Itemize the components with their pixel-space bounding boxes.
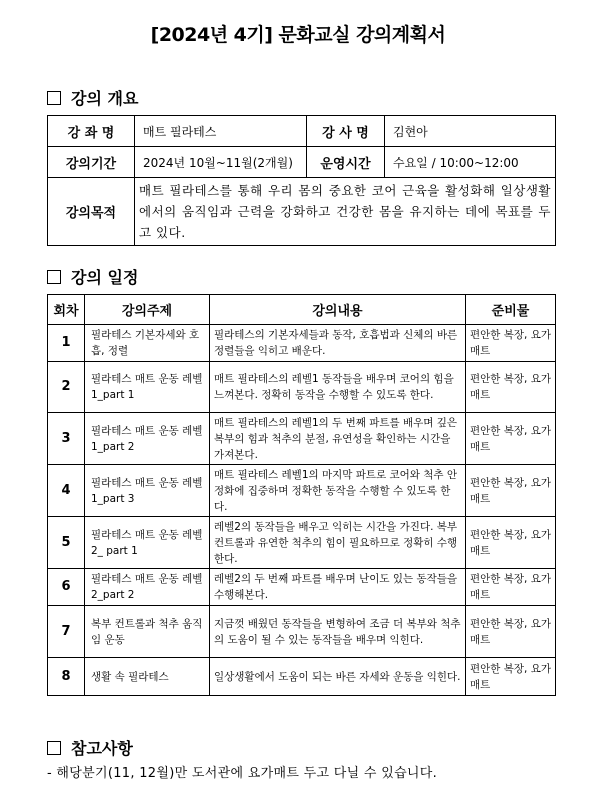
header-session: 회차 — [48, 295, 85, 325]
session-content: 매트 필라테스의 레벨1의 두 번째 파트를 배우며 깊은 복부의 힘과 척추의 분절, 유연성을 확인하는 시간을 가져본다. — [210, 413, 466, 465]
session-content: 지금껏 배웠던 동작들을 변형하여 조금 더 복부와 척추의 도움이 될 수 있는 동작들을 배우며 익힌다. — [210, 606, 466, 658]
section-heading-schedule — [47, 265, 138, 288]
note-item: - 해당분기(11, 12월)만 도서관에 요가매트 두고 다닐 수 있습니다. — [47, 766, 438, 781]
session-number: 5 — [48, 517, 85, 569]
session-topic: 필라테스 매트 운동 레벨 2_part 2 — [85, 569, 210, 606]
session-content: 일상생활에서 도움이 되는 바른 자세와 운동을 익힌다. — [210, 658, 466, 696]
section-heading-overview — [47, 86, 138, 109]
session-topic: 복부 컨트롤과 척추 움직임 운동 — [85, 606, 210, 658]
session-prep: 편안한 복장, 요가매트 — [466, 517, 556, 569]
course-label: 강 좌 명 — [48, 116, 135, 147]
table-row — [48, 658, 556, 696]
session-number: 6 — [48, 569, 85, 606]
session-number: 2 — [48, 362, 85, 413]
session-prep: 편안한 복장, 요가매트 — [466, 413, 556, 465]
table-row — [48, 325, 556, 362]
session-prep: 편안한 복장, 요가매트 — [466, 658, 556, 696]
time-label: 운영시간 — [307, 147, 385, 178]
table-row — [48, 362, 556, 413]
header-topic: 강의주제 — [85, 295, 210, 325]
session-prep: 편안한 복장, 요가매트 — [466, 465, 556, 517]
section-heading-overview-text: 강의 개요 — [71, 89, 139, 108]
session-topic: 생활 속 필라테스 — [85, 658, 210, 696]
session-content: 매트 필라테스의 레벨1 동작들을 배우며 코어의 힘을 느껴본다. 정확히 동작을 수행할 수 있도록 한다. — [210, 362, 466, 413]
section-heading-notes-text: 참고사항 — [71, 739, 133, 758]
session-content: 필라테스의 기본자세들과 동작, 호흡법과 신체의 바른 정렬들을 익히고 배운다. — [210, 325, 466, 362]
session-number: 3 — [48, 413, 85, 465]
session-number: 8 — [48, 658, 85, 696]
session-number: 7 — [48, 606, 85, 658]
session-prep: 편안한 복장, 요가매트 — [466, 362, 556, 413]
period-label: 강의기간 — [48, 147, 135, 178]
section-heading-schedule-text: 강의 일정 — [71, 268, 139, 287]
session-number: 1 — [48, 325, 85, 362]
table-row — [48, 606, 556, 658]
session-content: 레벨2의 동작들을 배우고 익히는 시간을 가진다. 복부 컨트롤과 유연한 척추의 힘이 필요하므로 정확히 수행한다. — [210, 517, 466, 569]
session-topic: 필라테스 매트 운동 레벨 1_part 1 — [85, 362, 210, 413]
document-title: [2024년 4기] 문화교실 강의계획서 — [150, 24, 446, 46]
session-prep: 편안한 복장, 요가매트 — [466, 569, 556, 606]
header-content: 강의내용 — [210, 295, 466, 325]
checkbox-square-icon — [47, 91, 61, 105]
period-value: 2024년 10월~11월(2개월) — [135, 147, 307, 178]
schedule-table — [47, 294, 556, 696]
purpose-value: 매트 필라테스를 통해 우리 몸의 중요한 코어 근육을 활성화해 일상생활에서의 움직임과 근력을 강화하고 건강한 몸을 유지하는 데에 목표를 두고 있다. — [135, 178, 556, 246]
instructor-label: 강 사 명 — [307, 116, 385, 147]
table-row — [48, 465, 556, 517]
overview-table — [47, 115, 556, 246]
session-topic: 필라테스 매트 운동 레벨 1_part 2 — [85, 413, 210, 465]
session-topic: 필라테스 매트 운동 레벨 1_part 3 — [85, 465, 210, 517]
table-row — [48, 569, 556, 606]
session-prep: 편안한 복장, 요가매트 — [466, 606, 556, 658]
time-value: 수요일 / 10:00~12:00 — [385, 147, 556, 178]
session-content: 매트 필라테스 레벨1의 마지막 파트로 코어와 척추 안정화에 집중하며 정확한 동작을 수행할 수 있도록 한다. — [210, 465, 466, 517]
checkbox-square-icon — [47, 270, 61, 284]
table-row — [48, 517, 556, 569]
session-prep: 편안한 복장, 요가매트 — [466, 325, 556, 362]
checkbox-square-icon — [47, 741, 61, 755]
session-content: 레벨2의 두 번째 파트를 배우며 난이도 있는 동작들을 수행해본다. — [210, 569, 466, 606]
session-topic: 필라테스 기본자세와 호흡, 정렬 — [85, 325, 210, 362]
session-number: 4 — [48, 465, 85, 517]
session-topic: 필라테스 매트 운동 레벨 2_ part 1 — [85, 517, 210, 569]
section-heading-notes — [47, 736, 133, 759]
header-prep: 준비물 — [466, 295, 556, 325]
instructor-value: 김현아 — [385, 116, 556, 147]
purpose-label: 강의목적 — [48, 178, 135, 246]
course-value: 매트 필라테스 — [135, 116, 307, 147]
table-row — [48, 413, 556, 465]
